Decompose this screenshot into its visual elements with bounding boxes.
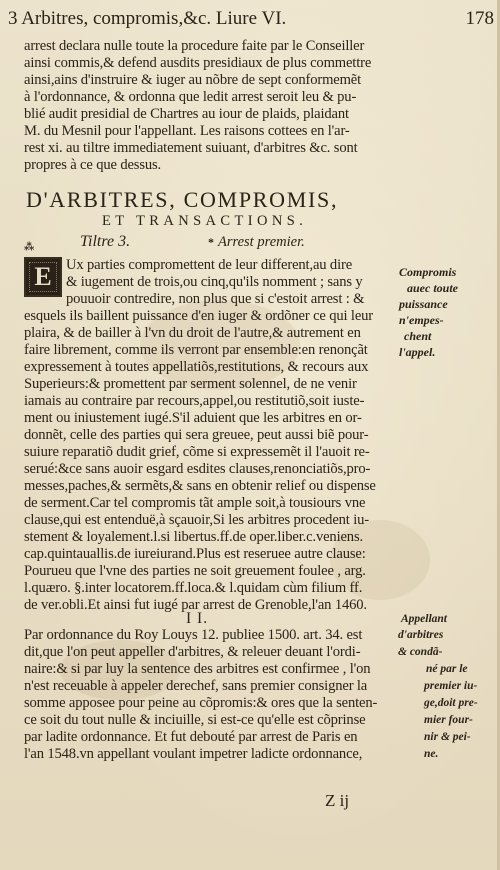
text-line: par ladite ordonnance. Et fut debouté par arrest de Paris en: [24, 729, 358, 745]
text-line: l.quæro. §.inter locatorem.ff.loca.& l.quidam cùm filium ff.: [24, 580, 363, 596]
text-line: Par ordonnance du Roy Louys 12. publiee 1500. art. 34. est: [24, 627, 363, 643]
signature-mark: Z ij: [325, 791, 350, 810]
ornament-mark: ⁂: [24, 242, 35, 253]
text-line: dit,que l'on peut appeller d'arbitres, & releuer deuant l'ordi-: [24, 644, 361, 660]
text-line: de ver.obli.Et ainsi fut iugé par arrest de Grenoble,l'an 1460.: [24, 597, 367, 613]
text-line: donnẽt, celle des parties qui sera greuee, peut aussi biẽ pour-: [24, 427, 369, 443]
margin-line: Compromis: [399, 265, 457, 279]
text-line: suiure reparatiõ dudit grief, cõme si expressemẽt il l'auoit re-: [24, 444, 370, 460]
margin-line: ge,doit pre-: [424, 697, 478, 709]
text-line: propres à ce que dessus.: [24, 157, 162, 173]
text-line: M. du Mesnil pour l'appellant. Les raisons cottees en l'ar-: [24, 123, 350, 139]
text-line: & iugement de trois,ou cinq,qu'ils nomment ; sans y: [66, 274, 363, 290]
text-line: naire:& si par luy la sentence des arbitres est confirmee , l'on: [24, 661, 371, 677]
margin-line: auec toute: [407, 281, 458, 295]
titre-label: Tiltre 3.: [80, 233, 131, 250]
text-line: serué:&ce sans auoir esgard esdites clauses,renonciatiõs,pro-: [24, 461, 371, 477]
arrest-heading: Arrest premier.: [218, 234, 305, 250]
text-line: pouuoir contredire, non plus que si c'estoit arrest : &: [66, 291, 365, 307]
text-line: ainsi,ains d'instruire & iuger au nõbre de sept conformemẽt: [24, 72, 362, 88]
margin-line: né par le: [426, 663, 468, 675]
margin-line: puissance: [399, 297, 448, 311]
text-line: n'est receuable à appeler derechef, sans premier consigner la: [24, 678, 368, 694]
text-line: cap.quintauallis.de iureiurand.Plus est reseruee autre clause:: [24, 546, 366, 562]
subsection-number: I I.: [186, 610, 209, 627]
text-line: blié audit presidial de Chartres au iour de plaids, plaidant: [24, 106, 349, 122]
text-line: plaira, & de bailler à l'vn du droit de l'autre,& autrement en: [24, 325, 361, 341]
margin-heading-appellant: Appellant: [401, 613, 448, 625]
margin-line: & condã-: [398, 646, 443, 658]
text-line: Pourueu que l'vne des parties ne soit greuement foulee , arg.: [24, 563, 366, 579]
text-line: de serment.Car tel compromis tãt ample soit,à tousiours vne: [24, 495, 366, 511]
text-line: clause,qui est entenduë,à sçauoir,Si les arbitres procedent iu-: [24, 512, 369, 528]
asterisk-marker: *: [208, 235, 214, 249]
text-line: expressement à toutes appellatiõs,restitutions, & recours aux: [24, 359, 369, 375]
margin-line: mier four-: [424, 714, 473, 726]
margin-line: chent: [404, 329, 432, 343]
text-line: Ux parties compromettent de leur different,au dire: [66, 257, 353, 273]
text-line: ce soit du tout nulle & inciuille, si est-ce qu'elle est cõprinse: [24, 712, 366, 728]
folio-number: 178: [465, 8, 494, 29]
text-line: faire librement, comme ils verront par ensemble:en renonçãt: [24, 342, 368, 358]
text-line: Superieurs:& promettent par serment solennel, de ne venir: [24, 376, 357, 392]
text-line: arrest declara nulle toute la procedure faite par le Conseiller: [24, 38, 365, 54]
text-line: l'an 1548.vn appellant voulant impetrer ladicte ordonnance,: [24, 746, 363, 762]
margin-line: n'empes-: [399, 313, 444, 327]
margin-line: premier iu-: [424, 680, 478, 692]
decorated-initial: E: [24, 257, 62, 297]
section-title: D'ARBITRES, COMPROMIS,: [26, 187, 339, 212]
text-line: esquels ils baillent puissance d'en iuger & ordõner ce qui leur: [24, 308, 374, 324]
running-title: 3 Arbitres, compromis,&c. Liure VI.: [8, 8, 287, 29]
text-line: messes,paches,& sermẽts,& sans en obtenir relief ou dispense: [24, 478, 376, 494]
margin-line: d'arbitres: [398, 629, 444, 641]
text-line: à l'ordonnance, & ordonna que ledit arrest seroit leu & pu-: [24, 89, 357, 105]
text-line: somme apposee pour peine au cõpromis:& ores que la senten-: [24, 695, 378, 711]
section-subtitle: ET TRANSACTIONS.: [102, 213, 308, 229]
text-line: stement & loyalement.l.si libertus.ff.de oper.liber.c.veniens.: [24, 529, 363, 545]
margin-line: l'appel.: [399, 345, 436, 359]
margin-line: ne.: [424, 748, 439, 760]
text-line: ment ou iniustement iugé.S'il aduient que les arbitres en or-: [24, 410, 362, 426]
text-line: iamais au contraire par recours,appel,ou restitutiõ,soit iuste-: [24, 393, 365, 409]
text-line: rest xi. au tiltre immediatement suiuant, d'arbitres &c. sont: [24, 140, 358, 156]
margin-line: nir & pei-: [424, 731, 471, 743]
text-line: ainsi commis,& defend ausdits presidiaux de plus commettre: [24, 55, 372, 71]
